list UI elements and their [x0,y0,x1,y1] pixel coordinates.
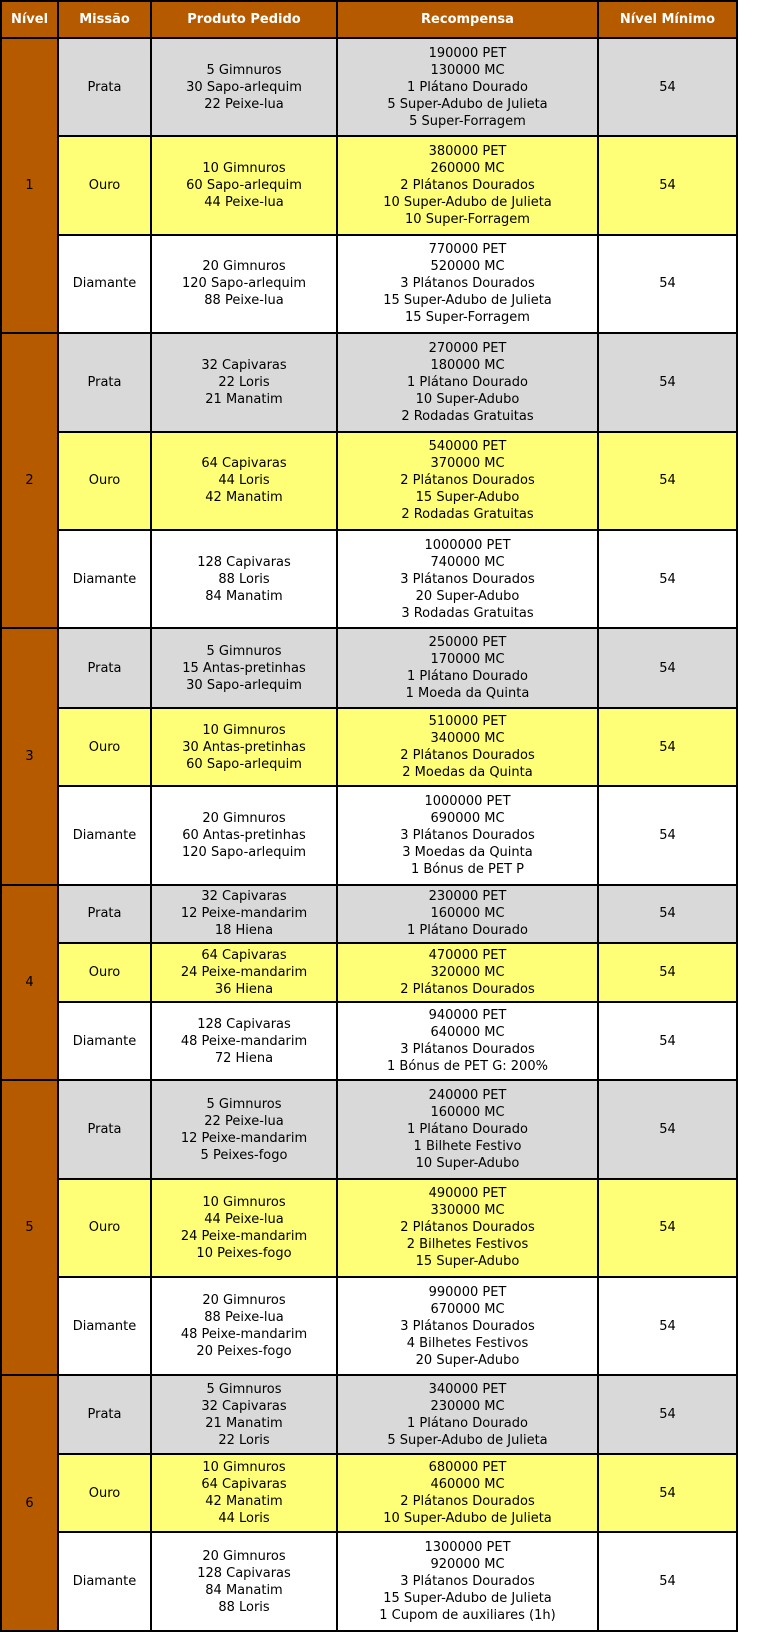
header-nivel: Nível [1,1,58,38]
missao-cell: Prata [58,1080,151,1178]
nivel-minimo-cell: 54 [598,786,737,884]
recompensa-line: 3 Plátanos Dourados [400,1574,535,1590]
produto-line: 21 Manatim [205,1415,283,1431]
produto-line: 22 Loris [218,374,270,390]
produto-cell [151,1532,337,1631]
produto-cell [151,333,337,431]
produto-cell [151,1002,337,1080]
produto-line: 10 Gimnuros [202,722,286,738]
recompensa-cell [337,1454,598,1532]
table-row [1,38,737,136]
recompensa-line: 180000 MC [430,357,505,373]
recompensa-line: 160000 MC [430,906,505,922]
produto-line: 30 Sapo-arlequim [186,79,302,95]
recompensa-line: 920000 MC [430,1557,505,1573]
produto-cell [151,1080,337,1178]
produto-cell [151,708,337,786]
produto-line: 128 Capivaras [197,1565,291,1581]
produto-line: 60 Antas-pretinhas [182,827,306,843]
missao-cell: Diamante [58,530,151,628]
produto-cell [151,786,337,884]
nivel-minimo-cell: 54 [598,628,737,708]
nivel-cell: 4 [1,885,58,1081]
produto-line: 32 Capivaras [201,889,287,905]
recompensa-line: 170000 MC [430,652,505,668]
missao-cell: Prata [58,333,151,431]
produto-line: 88 Peixe-lua [204,293,284,309]
recompensa-line: 3 Plátanos Dourados [400,1042,535,1058]
produto-line: 44 Peixe-lua [204,1211,284,1227]
produto-line: 21 Manatim [205,391,283,407]
produto-line: 20 Gimnuros [202,1548,286,1564]
table-row [1,943,737,1002]
recompensa-cell [337,1179,598,1277]
nivel-minimo-cell: 54 [598,1532,737,1631]
produto-line: 10 Gimnuros [202,1460,286,1476]
recompensa-line: 990000 PET [428,1284,507,1300]
recompensa-line: 940000 PET [428,1008,507,1024]
recompensa-line: 5 Super-Forragem [409,113,526,129]
produto-cell [151,1375,337,1453]
recompensa-cell [337,628,598,708]
recompensa-cell [337,786,598,884]
produto-cell [151,885,337,944]
recompensa-line: 1300000 PET [424,1540,511,1556]
nivel-cell: 1 [1,38,58,333]
recompensa-line: 510000 PET [428,714,507,730]
table-row [1,1277,737,1375]
missao-cell: Ouro [58,432,151,530]
table-row [1,333,737,431]
header-nivel-minimo: Nível Mínimo [598,1,737,38]
recompensa-line: 15 Super-Adubo [415,1254,520,1270]
produto-cell [151,432,337,530]
recompensa-line: 190000 PET [428,45,507,61]
produto-line: 22 Peixe-lua [204,1113,284,1129]
table-row [1,1375,737,1453]
recompensa-line: 1 Bilhete Festivo [413,1139,522,1155]
recompensa-line: 1 Plátano Dourado [407,1122,528,1138]
recompensa-line: 340000 PET [428,1381,507,1397]
recompensa-line: 1 Cupom de auxiliares (1h) [379,1608,556,1624]
recompensa-line: 740000 MC [430,554,505,570]
produto-line: 42 Manatim [205,1494,283,1510]
produto-line: 20 Gimnuros [202,1293,286,1309]
recompensa-line: 2 Plátanos Dourados [400,1220,535,1236]
produto-line: 128 Capivaras [197,1016,291,1032]
recompensa-cell [337,530,598,628]
nivel-minimo-cell: 54 [598,1375,737,1453]
produto-line: 84 Manatim [205,588,283,604]
recompensa-cell [337,708,598,786]
produto-line: 64 Capivaras [201,948,287,964]
missao-cell: Prata [58,885,151,944]
recompensa-line: 5 Super-Adubo de Julieta [387,1432,548,1448]
recompensa-line: 1000000 PET [424,537,511,553]
recompensa-line: 490000 PET [428,1186,507,1202]
produto-line: 88 Loris [218,571,270,587]
produto-line: 20 Gimnuros [202,810,286,826]
recompensa-line: 10 Super-Adubo [415,1156,520,1172]
recompensa-line: 540000 PET [428,439,507,455]
produto-line: 24 Peixe-mandarim [180,965,308,981]
nivel-minimo-cell: 54 [598,38,737,136]
produto-cell [151,1277,337,1375]
missao-cell: Diamante [58,786,151,884]
produto-line: 24 Peixe-mandarim [180,1228,308,1244]
recompensa-line: 10 Super-Forragem [405,212,530,228]
nivel-cell: 5 [1,1080,58,1375]
recompensa-line: 20 Super-Adubo [415,588,520,604]
recompensa-line: 1 Plátano Dourado [407,923,528,939]
produto-line: 15 Antas-pretinhas [182,660,306,676]
missao-cell: Diamante [58,1002,151,1080]
produto-line: 5 Gimnuros [206,643,282,659]
missao-cell: Prata [58,38,151,136]
nivel-minimo-cell: 54 [598,1179,737,1277]
produto-line: 30 Sapo-arlequim [186,677,302,693]
nivel-minimo-cell: 54 [598,235,737,333]
produto-line: 60 Sapo-arlequim [186,178,302,194]
recompensa-line: 1 Bónus de PET P [410,861,524,877]
missao-cell: Diamante [58,1277,151,1375]
produto-line: 120 Sapo-arlequim [182,844,306,860]
recompensa-line: 340000 MC [430,731,505,747]
header-missao: Missão [58,1,151,38]
produto-line: 32 Capivaras [201,357,287,373]
table-body [1,38,737,1631]
recompensa-line: 270000 PET [428,340,507,356]
missao-cell: Ouro [58,708,151,786]
missao-cell: Ouro [58,1454,151,1532]
produto-line: 5 Gimnuros [206,1381,282,1397]
produto-line: 36 Hiena [214,982,274,998]
nivel-cell: 2 [1,333,58,628]
produto-line: 44 Peixe-lua [204,195,284,211]
recompensa-line: 15 Super-Adubo de Julieta [383,293,552,309]
missao-cell: Ouro [58,943,151,1002]
recompensa-line: 640000 MC [430,1025,505,1041]
produto-line: 88 Peixe-lua [204,1310,284,1326]
recompensa-cell [337,432,598,530]
table-row [1,885,737,944]
recompensa-line: 230000 MC [430,1398,505,1414]
produto-cell [151,1454,337,1532]
recompensa-line: 520000 MC [430,259,505,275]
recompensa-cell [337,1002,598,1080]
recompensa-line: 460000 MC [430,1477,505,1493]
produto-line: 48 Peixe-mandarim [180,1033,308,1049]
table-row [1,530,737,628]
produto-line: 10 Gimnuros [202,161,286,177]
missao-cell: Prata [58,628,151,708]
recompensa-line: 690000 MC [430,810,505,826]
nivel-minimo-cell: 54 [598,943,737,1002]
recompensa-line: 1 Plátano Dourado [407,1415,528,1431]
produto-line: 84 Manatim [205,1582,283,1598]
recompensa-line: 2 Plátanos Dourados [400,473,535,489]
recompensa-line: 230000 PET [428,889,507,905]
recompensa-line: 10 Super-Adubo de Julieta [383,1511,552,1527]
nivel-minimo-cell: 54 [598,1002,737,1080]
nivel-minimo-cell: 54 [598,530,737,628]
recompensa-line: 680000 PET [428,1460,507,1476]
nivel-minimo-cell: 54 [598,333,737,431]
recompensa-line: 10 Super-Adubo [415,391,520,407]
recompensa-cell [337,136,598,234]
recompensa-line: 1 Plátano Dourado [407,79,528,95]
nivel-minimo-cell: 54 [598,432,737,530]
nivel-cell: 3 [1,628,58,884]
header-produto: Produto Pedido [151,1,337,38]
missao-cell: Prata [58,1375,151,1453]
recompensa-line: 15 Super-Adubo de Julieta [383,1591,552,1607]
recompensa-line: 2 Plátanos Dourados [400,748,535,764]
produto-cell [151,136,337,234]
produto-cell [151,943,337,1002]
table-row [1,1179,737,1277]
recompensa-cell [337,235,598,333]
produto-line: 18 Hiena [214,923,274,939]
recompensa-line: 10 Super-Adubo de Julieta [383,195,552,211]
produto-line: 12 Peixe-mandarim [180,906,308,922]
recompensa-line: 20 Super-Adubo [415,1352,520,1368]
recompensa-cell [337,1277,598,1375]
recompensa-line: 470000 PET [428,948,507,964]
produto-line: 30 Antas-pretinhas [182,739,306,755]
recompensa-line: 3 Plátanos Dourados [400,827,535,843]
nivel-cell: 6 [1,1375,58,1631]
header-recompensa: Recompensa [337,1,598,38]
recompensa-line: 3 Plátanos Dourados [400,1318,535,1334]
missao-cell: Diamante [58,235,151,333]
table-row [1,1002,737,1080]
recompensa-line: 320000 MC [430,965,505,981]
recompensa-line: 15 Super-Forragem [405,310,530,326]
recompensa-line: 3 Plátanos Dourados [400,276,535,292]
recompensa-line: 670000 MC [430,1301,505,1317]
recompensa-cell [337,885,598,944]
recompensa-line: 250000 PET [428,635,507,651]
produto-line: 12 Peixe-mandarim [180,1130,308,1146]
recompensa-line: 770000 PET [428,242,507,258]
table-row [1,628,737,708]
table-row [1,1080,737,1178]
header-row [1,1,737,38]
recompensa-line: 2 Rodadas Gratuitas [401,507,534,523]
recompensa-cell [337,333,598,431]
produto-line: 88 Loris [218,1599,270,1615]
table-row [1,1532,737,1631]
recompensa-cell [337,38,598,136]
missao-cell: Ouro [58,136,151,234]
produto-cell [151,628,337,708]
recompensa-cell [337,943,598,1002]
produto-line: 5 Peixes-fogo [200,1147,288,1163]
produto-line: 20 Gimnuros [202,259,286,275]
recompensa-line: 15 Super-Adubo [415,490,520,506]
table-row [1,786,737,884]
recompensa-line: 5 Super-Adubo de Julieta [387,96,548,112]
recompensa-line: 1 Plátano Dourado [407,669,528,685]
table-row [1,432,737,530]
produto-line: 5 Gimnuros [206,1096,282,1112]
recompensa-line: 370000 MC [430,456,505,472]
table-row [1,235,737,333]
produto-line: 44 Loris [218,473,270,489]
produto-line: 5 Gimnuros [206,62,282,78]
produto-line: 64 Capivaras [201,1477,287,1493]
recompensa-line: 2 Plátanos Dourados [400,178,535,194]
recompensa-line: 1 Bónus de PET G: 200% [387,1059,548,1075]
produto-line: 32 Capivaras [201,1398,287,1414]
recompensa-line: 2 Plátanos Dourados [400,1494,535,1510]
recompensa-line: 2 Plátanos Dourados [400,982,535,998]
recompensa-cell [337,1532,598,1631]
recompensa-line: 3 Plátanos Dourados [400,571,535,587]
recompensa-line: 4 Bilhetes Festivos [406,1335,529,1351]
missao-cell: Diamante [58,1532,151,1631]
nivel-minimo-cell: 54 [598,885,737,944]
produto-line: 22 Loris [218,1432,270,1448]
nivel-minimo-cell: 54 [598,708,737,786]
produto-line: 72 Hiena [214,1050,274,1066]
table-row [1,708,737,786]
produto-line: 42 Manatim [205,490,283,506]
recompensa-cell [337,1080,598,1178]
recompensa-line: 2 Moedas da Quinta [402,765,533,781]
produto-line: 44 Loris [218,1511,270,1527]
produto-line: 60 Sapo-arlequim [186,756,302,772]
produto-cell [151,38,337,136]
recompensa-line: 1 Moeda da Quinta [405,686,530,702]
nivel-minimo-cell: 54 [598,1454,737,1532]
produto-line: 48 Peixe-mandarim [180,1327,308,1343]
recompensa-line: 380000 PET [428,144,507,160]
recompensa-line: 330000 MC [430,1203,505,1219]
recompensa-line: 240000 PET [428,1088,507,1104]
produto-line: 128 Capivaras [197,554,291,570]
recompensa-line: 3 Rodadas Gratuitas [401,605,534,621]
produto-line: 10 Peixes-fogo [196,1245,292,1261]
recompensa-line: 2 Bilhetes Festivos [406,1237,529,1253]
table-row [1,1454,737,1532]
produto-line: 120 Sapo-arlequim [182,276,306,292]
nivel-minimo-cell: 54 [598,1080,737,1178]
produto-line: 10 Gimnuros [202,1194,286,1210]
recompensa-line: 3 Moedas da Quinta [402,844,533,860]
produto-line: 22 Peixe-lua [204,96,284,112]
recompensa-cell [337,1375,598,1453]
nivel-minimo-cell: 54 [598,1277,737,1375]
produto-cell [151,1179,337,1277]
recompensa-line: 2 Rodadas Gratuitas [401,408,534,424]
recompensa-line: 160000 MC [430,1105,505,1121]
recompensa-line: 1000000 PET [424,793,511,809]
table-row [1,136,737,234]
nivel-minimo-cell: 54 [598,136,737,234]
missao-cell: Ouro [58,1179,151,1277]
produto-cell [151,530,337,628]
recompensa-line: 1 Plátano Dourado [407,374,528,390]
recompensa-line: 130000 MC [430,62,505,78]
produto-line: 20 Peixes-fogo [196,1344,292,1360]
produto-line: 64 Capivaras [201,456,287,472]
recompensa-line: 260000 MC [430,161,505,177]
produto-cell [151,235,337,333]
